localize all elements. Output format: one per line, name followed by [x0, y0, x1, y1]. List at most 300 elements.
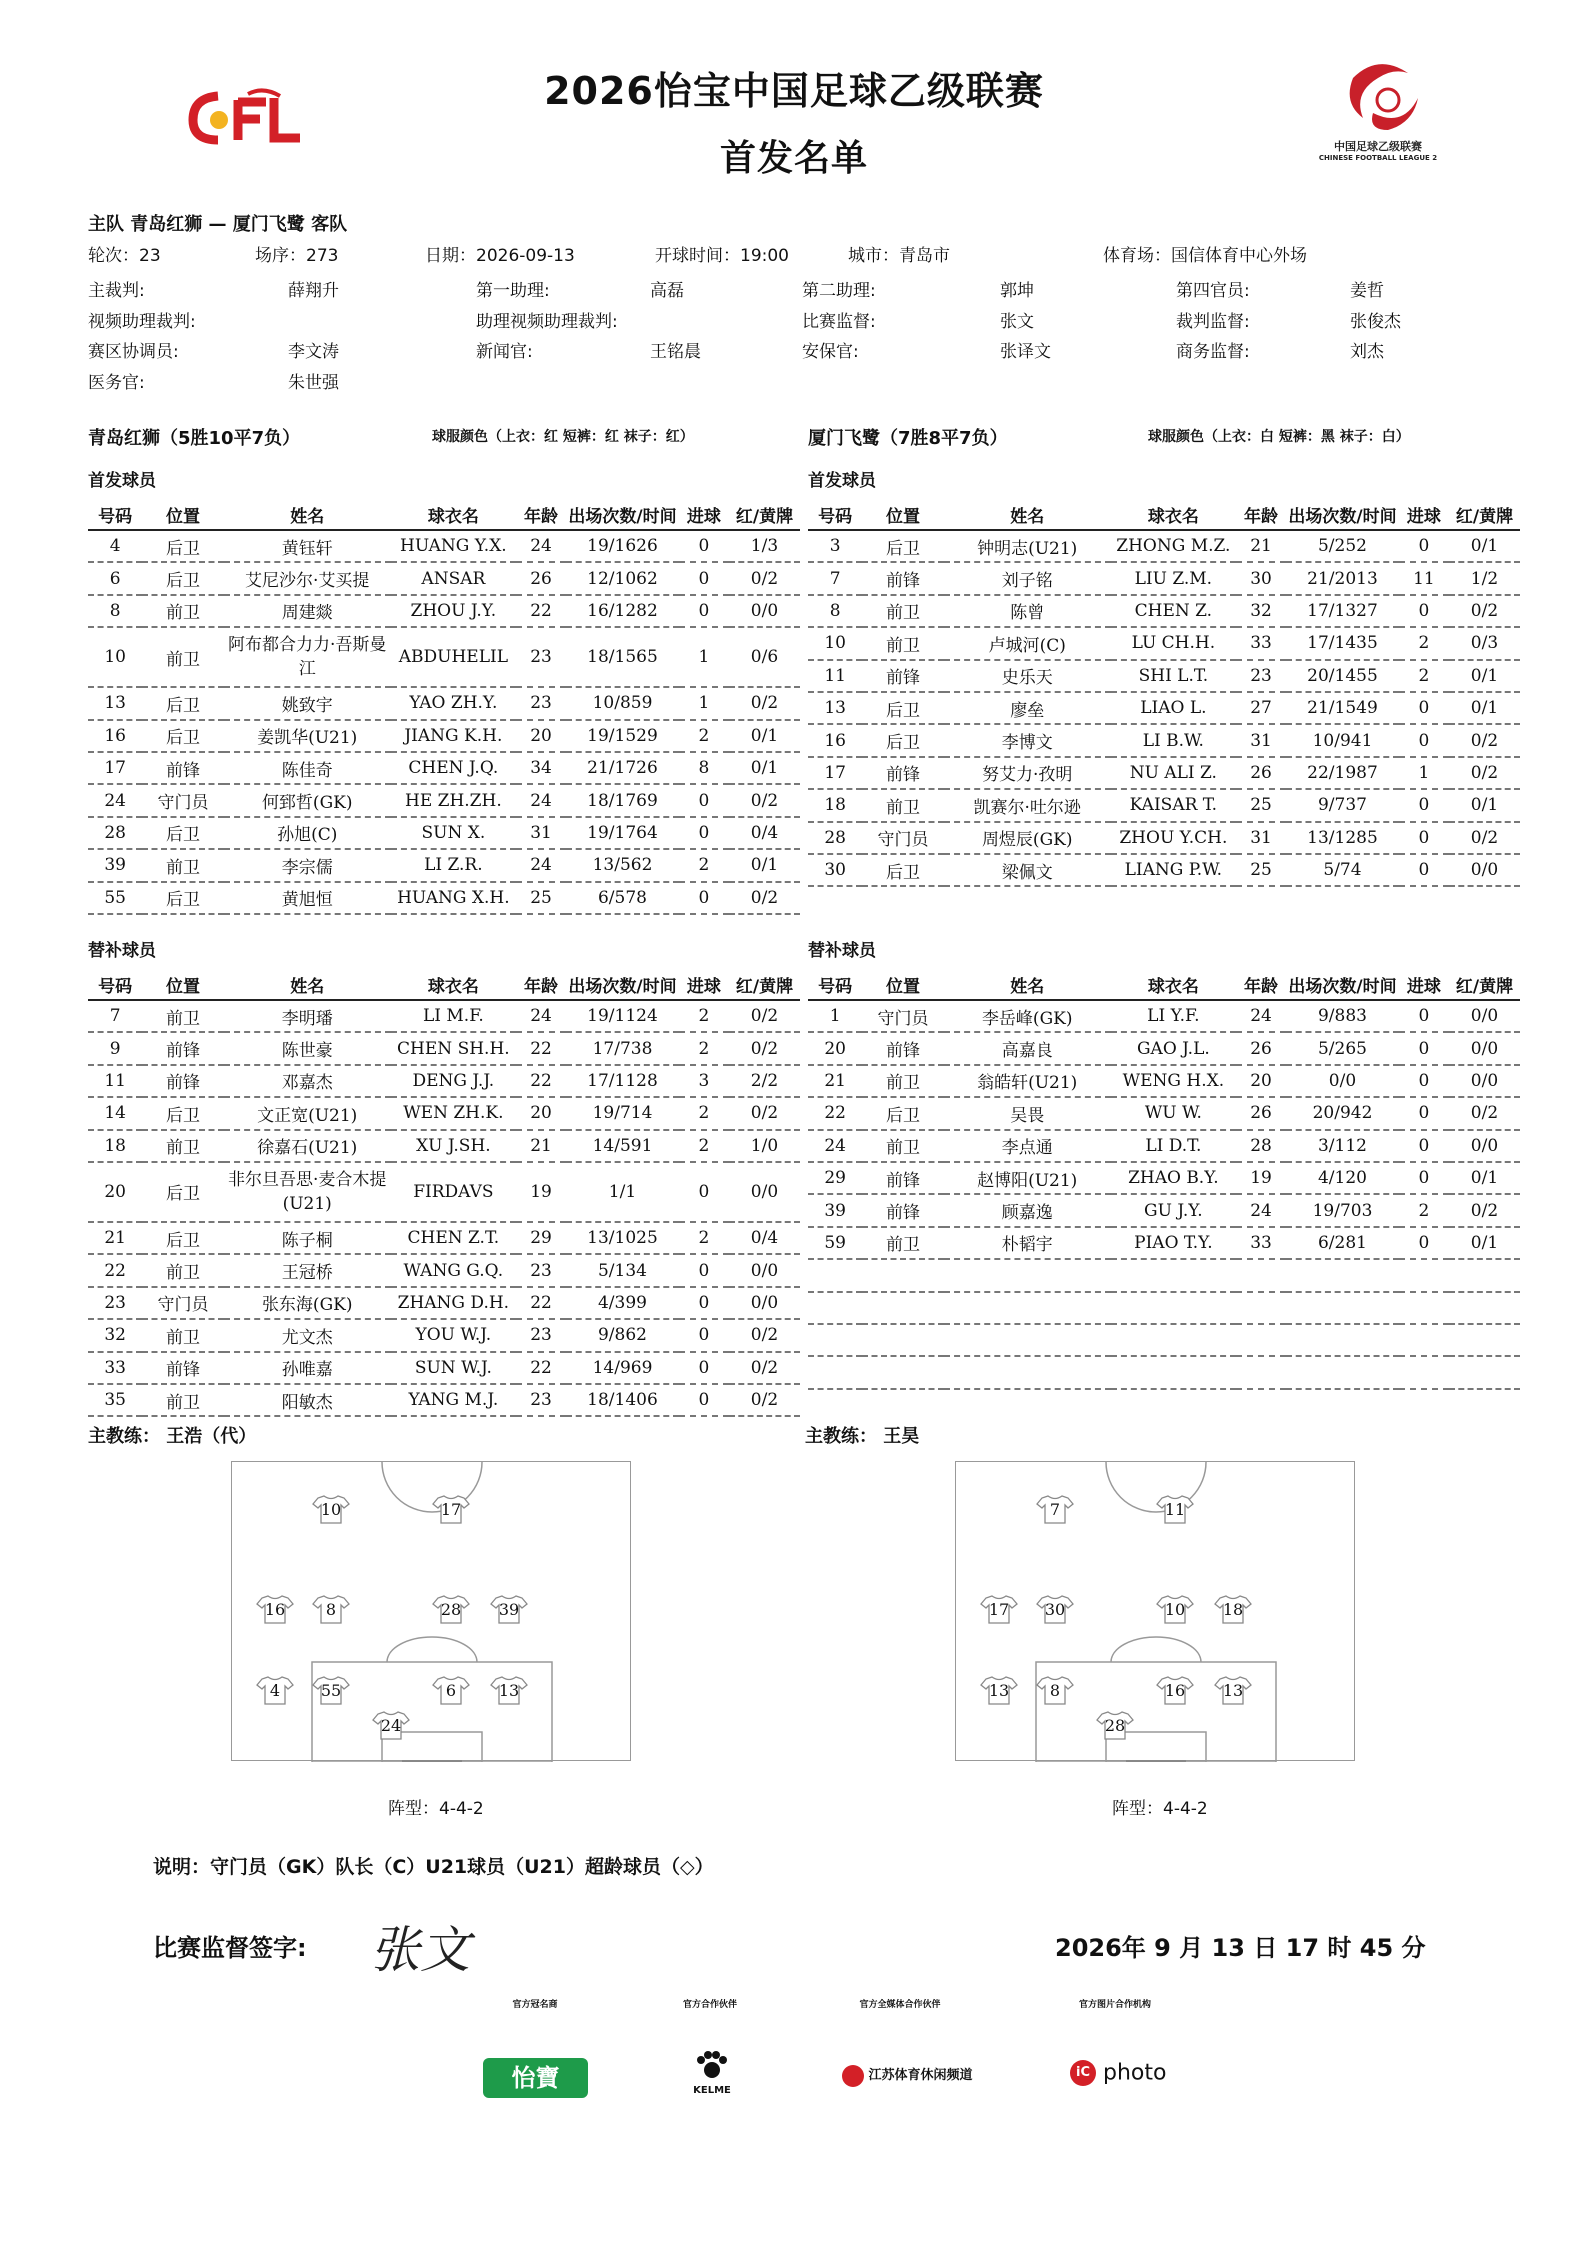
player-name: 李博文	[944, 724, 1111, 756]
player-position: 后卫	[142, 817, 223, 849]
match-number: 场序：273	[255, 246, 339, 266]
player-goals: 0	[679, 817, 729, 849]
player-name: 刘子铭	[944, 562, 1111, 594]
player-shirt-name	[1111, 1356, 1236, 1388]
player-appearances: 9/737	[1286, 789, 1399, 821]
sponsor-caption-3: 官方全媒体合作伙伴	[859, 2000, 941, 2010]
player-appearances: 17/1128	[566, 1065, 679, 1097]
official-name: 薛翔升	[288, 281, 339, 301]
official-name: 郭坤	[1000, 281, 1034, 301]
player-shirt-name: ZHANG D.H.	[391, 1287, 516, 1319]
player-age: 22	[516, 1287, 566, 1319]
player-goals: 2	[679, 1222, 729, 1254]
player-appearances: 13/562	[566, 849, 679, 881]
official-role: 比赛监督:	[802, 311, 876, 332]
player-appearances: 17/1327	[1286, 595, 1399, 627]
column-header: 球衣名	[391, 500, 516, 530]
player-position: 前卫	[142, 1319, 223, 1351]
player-goals: 2	[679, 1130, 729, 1162]
player-appearances: 1/1	[566, 1162, 679, 1222]
player-name	[944, 1292, 1111, 1324]
player-row	[88, 1287, 800, 1319]
player-goals	[1399, 1324, 1449, 1356]
pitch-player-number: 11	[1164, 1500, 1186, 1519]
player-shirt-name: JIANG K.H.	[391, 720, 516, 752]
pitch-player-number: 16	[1164, 1681, 1186, 1700]
player-row	[808, 530, 1520, 562]
player-row	[88, 595, 800, 627]
player-age: 24	[1236, 1000, 1286, 1032]
player-goals	[1399, 1356, 1449, 1388]
player-goals: 0	[679, 882, 729, 914]
player-appearances	[1286, 1292, 1399, 1324]
player-shirt-icon	[1096, 1710, 1134, 1740]
player-position: 前卫	[862, 1065, 943, 1097]
player-shirt-name: ZHAO B.Y.	[1111, 1162, 1236, 1194]
player-goals: 0	[1399, 822, 1449, 854]
player-shirt-name: LI M.F.	[391, 1000, 516, 1032]
pitch-player-number: 13	[1222, 1681, 1244, 1700]
player-shirt-icon	[312, 1494, 350, 1524]
column-header: 号码	[88, 970, 142, 1000]
player-appearances	[1286, 1356, 1399, 1388]
page-title: 2026怡宝中国足球乙级联赛	[544, 69, 1044, 113]
official-name: 张文	[1000, 311, 1034, 332]
round: 轮次：23	[88, 246, 161, 266]
home-formation-pitch	[231, 1461, 631, 1761]
player-shirt-name: LI B.W.	[1111, 724, 1236, 756]
official-name: 张译文	[1000, 342, 1051, 362]
column-header: 球衣名	[1111, 500, 1236, 530]
official-role: 裁判监督:	[1176, 311, 1250, 332]
player-name: 姚致宇	[224, 687, 391, 719]
player-name: 孙唯嘉	[224, 1352, 391, 1384]
player-appearances: 19/1529	[566, 720, 679, 752]
player-age: 20	[516, 1097, 566, 1129]
player-position: 前卫	[862, 1130, 943, 1162]
player-goals: 0	[679, 1352, 729, 1384]
player-row	[88, 1319, 800, 1351]
player-position: 后卫	[142, 720, 223, 752]
kickoff-time: 开球时间：19:00	[655, 246, 789, 266]
player-appearances: 22/1987	[1286, 757, 1399, 789]
player-cards: 0/4	[729, 1222, 800, 1254]
player-age: 23	[516, 627, 566, 687]
player-row	[808, 1292, 1520, 1324]
player-name: 孙旭(C)	[224, 817, 391, 849]
player-number	[808, 1259, 862, 1291]
player-appearances: 9/862	[566, 1319, 679, 1351]
player-goals: 1	[679, 687, 729, 719]
player-number: 16	[88, 720, 142, 752]
player-row	[88, 720, 800, 752]
column-header: 年龄	[516, 970, 566, 1000]
player-goals: 0	[679, 1162, 729, 1222]
player-goals: 0	[679, 562, 729, 594]
player-cards: 0/0	[729, 1287, 800, 1319]
player-name: 吴畏	[944, 1097, 1111, 1129]
player-name: 尤文杰	[224, 1319, 391, 1351]
player-shirt-name: CHEN Z.	[1111, 595, 1236, 627]
player-goals: 0	[1399, 854, 1449, 886]
pitch-player-number: 24	[380, 1716, 402, 1735]
player-age: 23	[516, 1384, 566, 1416]
player-appearances: 6/578	[566, 882, 679, 914]
player-cards: 0/2	[729, 784, 800, 816]
player-number: 35	[88, 1384, 142, 1416]
player-shirt-name	[1111, 1324, 1236, 1356]
player-name: 梁佩文	[944, 854, 1111, 886]
player-appearances: 5/252	[1286, 530, 1399, 562]
column-header: 年龄	[1236, 500, 1286, 530]
player-position: 前锋	[862, 1032, 943, 1064]
pitch-player-number: 13	[498, 1681, 520, 1700]
player-name: 赵博阳(U21)	[944, 1162, 1111, 1194]
official-name: 王铭晨	[650, 342, 701, 362]
player-shirt-name	[1111, 1292, 1236, 1324]
player-appearances: 17/738	[566, 1032, 679, 1064]
column-header: 位置	[142, 500, 223, 530]
player-row	[808, 789, 1520, 821]
player-goals: 0	[679, 530, 729, 562]
player-position: 守门员	[142, 784, 223, 816]
player-cards: 0/0	[1449, 1065, 1520, 1097]
player-appearances: 18/1769	[566, 784, 679, 816]
column-header: 位置	[862, 970, 943, 1000]
player-appearances	[1286, 1259, 1399, 1291]
player-appearances: 21/1726	[566, 752, 679, 784]
player-age: 21	[516, 1130, 566, 1162]
player-goals: 2	[1399, 660, 1449, 692]
player-age: 23	[516, 1254, 566, 1286]
player-age: 19	[516, 1162, 566, 1222]
player-cards: 0/1	[729, 849, 800, 881]
column-header: 姓名	[944, 500, 1111, 530]
player-position: 前锋	[142, 1352, 223, 1384]
player-number: 24	[808, 1130, 862, 1162]
pitch-player-number: 10	[1164, 1600, 1186, 1619]
player-number: 32	[88, 1319, 142, 1351]
player-number: 22	[88, 1254, 142, 1286]
player-number: 21	[808, 1065, 862, 1097]
player-goals: 0	[1399, 1000, 1449, 1032]
player-shirt-name: PIAO T.Y.	[1111, 1227, 1236, 1259]
player-cards	[1449, 1324, 1520, 1356]
player-shirt-icon	[1036, 1594, 1074, 1624]
official-role: 视频助理裁判:	[88, 311, 196, 332]
column-header: 姓名	[224, 970, 391, 1000]
player-number: 3	[808, 530, 862, 562]
ic-icon: iC	[1070, 2060, 1096, 2086]
player-shirt-name: CHEN J.Q.	[391, 752, 516, 784]
player-age	[1236, 1356, 1286, 1388]
player-cards: 0/0	[729, 1254, 800, 1286]
player-shirt-icon	[1156, 1494, 1194, 1524]
pitch-player-number: 6	[445, 1681, 457, 1700]
player-appearances: 14/969	[566, 1352, 679, 1384]
player-cards: 0/0	[1449, 1130, 1520, 1162]
player-number: 7	[808, 562, 862, 594]
player-position: 前卫	[142, 595, 223, 627]
player-position: 后卫	[142, 1162, 223, 1222]
home-coach: 主教练： 王浩（代）	[88, 1426, 257, 1447]
player-row	[808, 1130, 1520, 1162]
player-goals: 0	[679, 1254, 729, 1286]
pitch-player-number: 17	[988, 1600, 1010, 1619]
player-row	[88, 817, 800, 849]
player-age: 33	[1236, 627, 1286, 659]
player-age: 34	[516, 752, 566, 784]
player-position: 前锋	[862, 1194, 943, 1226]
player-number: 4	[88, 530, 142, 562]
player-name: 黄旭恒	[224, 882, 391, 914]
player-appearances: 13/1025	[566, 1222, 679, 1254]
player-number	[808, 1356, 862, 1388]
player-appearances: 4/399	[566, 1287, 679, 1319]
player-shirt-name: HE ZH.ZH.	[391, 784, 516, 816]
player-name: 姜凯华(U21)	[224, 720, 391, 752]
player-appearances: 13/1285	[1286, 822, 1399, 854]
player-goals	[1399, 1259, 1449, 1291]
player-appearances: 19/703	[1286, 1194, 1399, 1226]
player-age	[1236, 1259, 1286, 1291]
column-header: 红/黄牌	[1449, 500, 1520, 530]
pitch-player-number: 39	[498, 1600, 520, 1619]
player-number: 1	[808, 1000, 862, 1032]
player-age: 22	[516, 595, 566, 627]
pitch-player-number: 8	[1049, 1681, 1061, 1700]
player-cards: 0/2	[1449, 724, 1520, 756]
player-cards: 0/2	[729, 1032, 800, 1064]
player-appearances: 19/714	[566, 1097, 679, 1129]
player-cards: 2/2	[729, 1065, 800, 1097]
player-number: 20	[88, 1162, 142, 1222]
home-team-record: 青岛红狮（5胜10平7负）	[88, 428, 301, 449]
official-name: 朱世强	[288, 372, 339, 393]
player-shirt-icon	[432, 1594, 470, 1624]
away-kit-colors: 球服颜色（上衣：白 短裤：黑 袜子：白）	[1148, 429, 1410, 445]
column-header: 出场次数/时间	[1286, 970, 1399, 1000]
official-name: 李文涛	[288, 342, 339, 362]
player-row	[88, 784, 800, 816]
player-shirt-name: NU ALI Z.	[1111, 757, 1236, 789]
player-row	[88, 1222, 800, 1254]
player-row	[88, 1032, 800, 1064]
away-coach: 主教练： 王昊	[805, 1426, 920, 1447]
player-row	[808, 822, 1520, 854]
pitch-player-number: 55	[320, 1681, 342, 1700]
player-goals: 0	[679, 1384, 729, 1416]
player-row	[808, 1097, 1520, 1129]
player-shirt-icon	[980, 1675, 1018, 1705]
player-cards: 0/6	[729, 627, 800, 687]
player-appearances: 16/1282	[566, 595, 679, 627]
player-age: 30	[1236, 562, 1286, 594]
signature-timestamp: 2026年 9 月 13 日 17 时 45 分	[1055, 1934, 1426, 1962]
player-cards: 0/2	[1449, 595, 1520, 627]
player-number: 7	[88, 1000, 142, 1032]
player-shirt-icon	[372, 1710, 410, 1740]
player-name: 陈佳奇	[224, 752, 391, 784]
player-shirt-name: ZHONG M.Z.	[1111, 530, 1236, 562]
player-position: 前锋	[862, 562, 943, 594]
player-row	[88, 1162, 800, 1222]
player-number: 30	[808, 854, 862, 886]
player-row	[808, 562, 1520, 594]
player-number: 21	[88, 1222, 142, 1254]
player-appearances: 12/1062	[566, 562, 679, 594]
player-number: 39	[808, 1194, 862, 1226]
player-position: 前卫	[142, 849, 223, 881]
player-goals: 0	[1399, 530, 1449, 562]
fixture: 主队 青岛红狮 — 厦门飞鹭 客队	[88, 214, 348, 235]
player-position: 后卫	[142, 882, 223, 914]
player-position: 守门员	[862, 822, 943, 854]
away-starters-label: 首发球员	[808, 471, 876, 491]
player-shirt-name: SUN W.J.	[391, 1352, 516, 1384]
player-position: 前卫	[862, 627, 943, 659]
player-name: 张东海(GK)	[224, 1287, 391, 1319]
player-age: 33	[1236, 1227, 1286, 1259]
player-cards: 0/0	[729, 1162, 800, 1222]
player-appearances: 0/0	[1286, 1065, 1399, 1097]
player-name	[944, 1259, 1111, 1291]
player-number: 39	[88, 849, 142, 881]
player-row	[88, 1130, 800, 1162]
player-position	[862, 1324, 943, 1356]
player-row	[808, 595, 1520, 627]
away-formation: 阵型：4-4-2	[1112, 1799, 1208, 1819]
player-shirt-name: SUN X.	[391, 817, 516, 849]
player-goals: 0	[1399, 1162, 1449, 1194]
player-row	[808, 757, 1520, 789]
column-header: 进球	[1399, 500, 1449, 530]
player-cards: 0/0	[729, 595, 800, 627]
player-name: 周建燚	[224, 595, 391, 627]
official-role: 第一助理:	[476, 281, 550, 301]
player-number: 24	[88, 784, 142, 816]
away-subs-table	[808, 970, 1520, 1390]
player-name: 阳敏杰	[224, 1384, 391, 1416]
player-position: 前卫	[142, 1130, 223, 1162]
player-shirt-name: YANG M.J.	[391, 1384, 516, 1416]
away-starters-table	[808, 500, 1520, 887]
column-header: 出场次数/时间	[1286, 500, 1399, 530]
player-appearances: 19/1124	[566, 1000, 679, 1032]
player-goals: 0	[679, 784, 729, 816]
pitch-player-number: 16	[264, 1600, 286, 1619]
player-age: 23	[1236, 660, 1286, 692]
player-row	[808, 1162, 1520, 1194]
player-appearances: 20/1455	[1286, 660, 1399, 692]
jiangsu-icon	[842, 2065, 864, 2087]
player-cards: 0/1	[1449, 530, 1520, 562]
home-subs-table	[88, 970, 800, 1417]
player-age: 23	[516, 687, 566, 719]
player-position: 后卫	[142, 1222, 223, 1254]
player-row	[88, 627, 800, 687]
column-header: 球衣名	[1111, 970, 1236, 1000]
player-age: 25	[516, 882, 566, 914]
home-starters-label: 首发球员	[88, 471, 156, 491]
player-goals: 1	[679, 627, 729, 687]
player-name: 顾嘉逸	[944, 1194, 1111, 1226]
pitch-player-number: 8	[325, 1600, 337, 1619]
player-appearances: 19/1626	[566, 530, 679, 562]
player-shirt-name: SHI L.T.	[1111, 660, 1236, 692]
player-shirt-name: KAISAR T.	[1111, 789, 1236, 821]
player-shirt-name: FIRDAVS	[391, 1162, 516, 1222]
player-name: 李点通	[944, 1130, 1111, 1162]
official-name: 刘杰	[1350, 342, 1384, 362]
player-shirt-icon	[490, 1594, 528, 1624]
player-cards: 0/1	[729, 720, 800, 752]
player-goals: 0	[1399, 1130, 1449, 1162]
player-row	[88, 1254, 800, 1286]
player-age: 28	[1236, 1130, 1286, 1162]
player-age: 24	[516, 849, 566, 881]
player-row	[808, 724, 1520, 756]
player-age: 29	[516, 1222, 566, 1254]
column-header: 进球	[679, 500, 729, 530]
player-shirt-icon	[1214, 1675, 1252, 1705]
player-cards: 0/2	[1449, 1097, 1520, 1129]
player-name: 艾尼沙尔·艾买提	[224, 562, 391, 594]
player-shirt-name: ABDUHELIL	[391, 627, 516, 687]
player-number: 23	[88, 1287, 142, 1319]
player-position: 后卫	[862, 724, 943, 756]
player-row	[88, 530, 800, 562]
player-name: 史乐天	[944, 660, 1111, 692]
official-role: 医务官:	[88, 372, 145, 393]
player-name: 王冠桥	[224, 1254, 391, 1286]
player-goals: 2	[679, 1097, 729, 1129]
player-row	[808, 627, 1520, 659]
player-name: 廖垒	[944, 692, 1111, 724]
city: 城市：青岛市	[848, 246, 950, 266]
venue: 体育场：国信体育中心外场	[1103, 246, 1307, 266]
player-age: 25	[1236, 854, 1286, 886]
player-number	[808, 1292, 862, 1324]
player-shirt-name: LI Y.F.	[1111, 1000, 1236, 1032]
player-shirt-icon	[256, 1594, 294, 1624]
player-shirt-name: WU W.	[1111, 1097, 1236, 1129]
player-name: 钟明志(U21)	[944, 530, 1111, 562]
player-number: 59	[808, 1227, 862, 1259]
player-age: 26	[1236, 757, 1286, 789]
player-number: 28	[808, 822, 862, 854]
player-cards: 1/0	[729, 1130, 800, 1162]
player-appearances: 21/1549	[1286, 692, 1399, 724]
player-number: 28	[88, 817, 142, 849]
player-age: 19	[1236, 1162, 1286, 1194]
player-name	[944, 1324, 1111, 1356]
player-position: 前锋	[862, 1162, 943, 1194]
signature-label: 比赛监督签字:	[153, 1934, 307, 1962]
player-goals: 0	[679, 1319, 729, 1351]
player-name: 陈曾	[944, 595, 1111, 627]
player-name: 非尔旦吾思·麦合木提(U21)	[224, 1162, 391, 1222]
player-row	[88, 882, 800, 914]
column-header: 位置	[862, 500, 943, 530]
official-name: 张俊杰	[1350, 311, 1401, 332]
player-goals: 2	[1399, 1194, 1449, 1226]
player-position: 前锋	[862, 757, 943, 789]
player-cards: 0/2	[729, 687, 800, 719]
player-goals: 0	[1399, 1065, 1449, 1097]
player-shirt-name: WENG H.X.	[1111, 1065, 1236, 1097]
player-name: 陈子桐	[224, 1222, 391, 1254]
